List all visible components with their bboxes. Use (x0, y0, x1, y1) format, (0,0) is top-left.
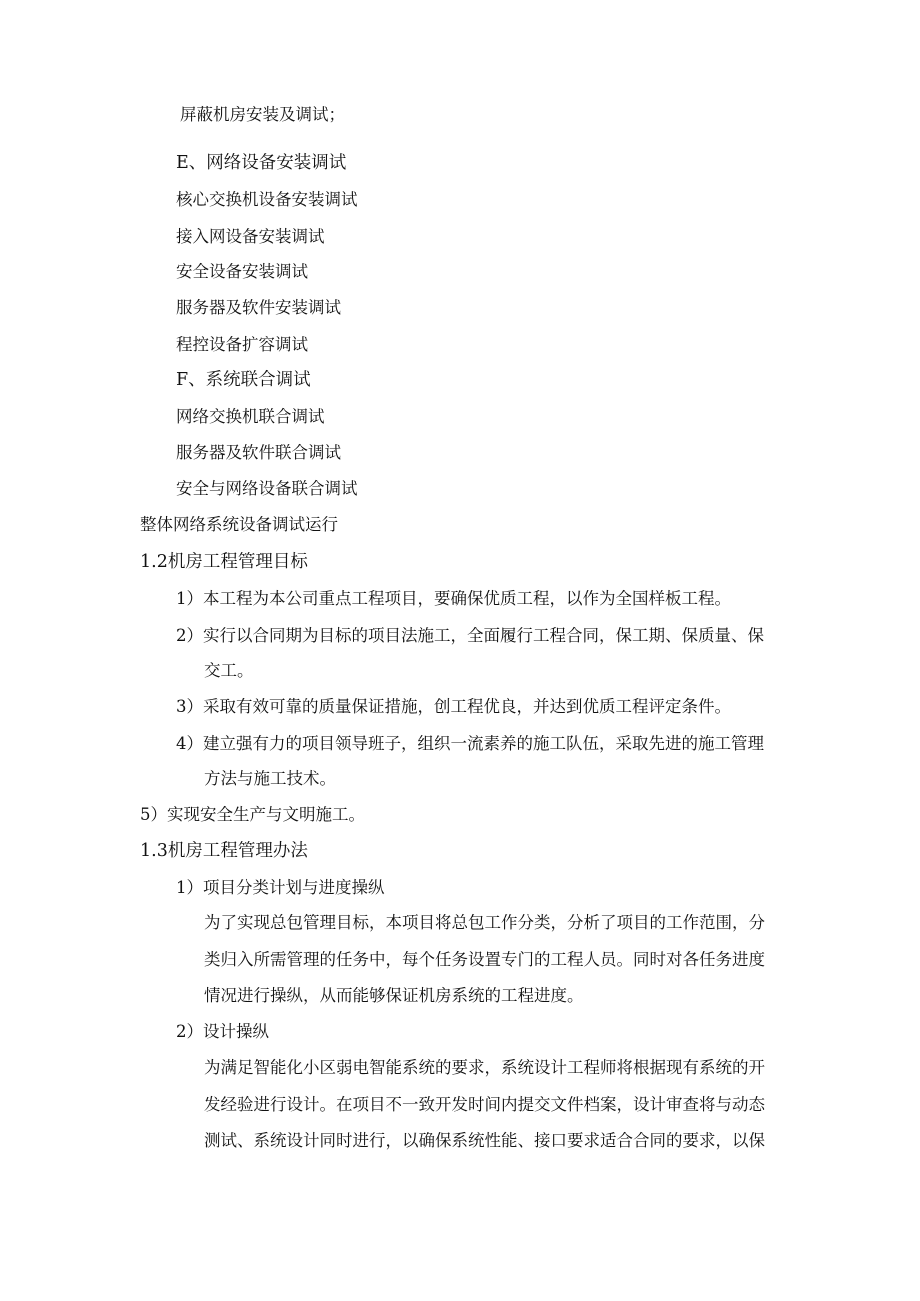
list-item: 服务器及软件联合调试 (176, 443, 341, 462)
paragraph-line: 情况进行操纵，从而能够保证机房系统的工程进度。 (204, 986, 584, 1005)
numbered-item: 4）建立强有力的项目领导班子，组织一流素养的施工队伍，采取先进的施工管理 (176, 734, 764, 753)
paragraph-line: 为了实现总包管理目标，本项目将总包工作分类，分析了项目的工作范围，分 (204, 913, 765, 932)
section-heading: 1.2机房工程管理目标 (140, 552, 308, 572)
numbered-item: 3）采取有效可靠的质量保证措施，创工程优良，并达到优质工程评定条件。 (176, 697, 731, 716)
section-heading: 1.3机房工程管理办法 (140, 841, 308, 861)
list-item: 接入网设备安装调试 (176, 227, 325, 246)
paragraph-line: 整体网络系统设备调试运行 (140, 515, 338, 534)
list-item: 网络交换机联合调试 (176, 407, 325, 426)
numbered-item-continuation: 交工。 (204, 661, 254, 680)
list-item: 安全设备安装调试 (176, 262, 308, 281)
list-item: 服务器及软件安装调试 (176, 298, 341, 317)
subsection-heading: 1）项目分类计划与进度操纵 (176, 878, 385, 897)
list-item: 屏蔽机房安装及调试； (180, 105, 345, 124)
list-item: 核心交换机设备安装调试 (176, 190, 358, 209)
list-item: 安全与网络设备联合调试 (176, 479, 358, 498)
numbered-item: 1）本工程为本公司重点工程项目，要确保优质工程，以作为全国样板工程。 (176, 589, 731, 608)
paragraph-line: 测试、系统设计同时进行，以确保系统性能、接口要求适合合同的要求，以保 (204, 1131, 765, 1150)
paragraph-line: 发经验进行设计。在项目不一致开发时间内提交文件档案，设计审查将与动态 (204, 1095, 765, 1114)
paragraph-line: 为满足智能化小区弱电智能系统的要求，系统设计工程师将根据现有系统的开 (204, 1058, 765, 1077)
numbered-item: 2）实行以合同期为目标的项目法施工，全面履行工程合同，保工期、保质量、保 (176, 626, 764, 645)
section-heading: F、系统联合调试 (176, 370, 311, 390)
paragraph-line: 类归入所需管理的任务中，每个任务设置专门的工程人员。同时对各任务进度 (204, 950, 765, 969)
subsection-heading: 2）设计操纵 (176, 1022, 269, 1041)
list-item: 程控设备扩容调试 (176, 335, 308, 354)
numbered-item-continuation: 方法与施工技术。 (204, 769, 336, 788)
numbered-item: 5）实现安全生产与文明施工。 (140, 805, 365, 824)
section-heading: E、网络设备安装调试 (176, 153, 347, 173)
